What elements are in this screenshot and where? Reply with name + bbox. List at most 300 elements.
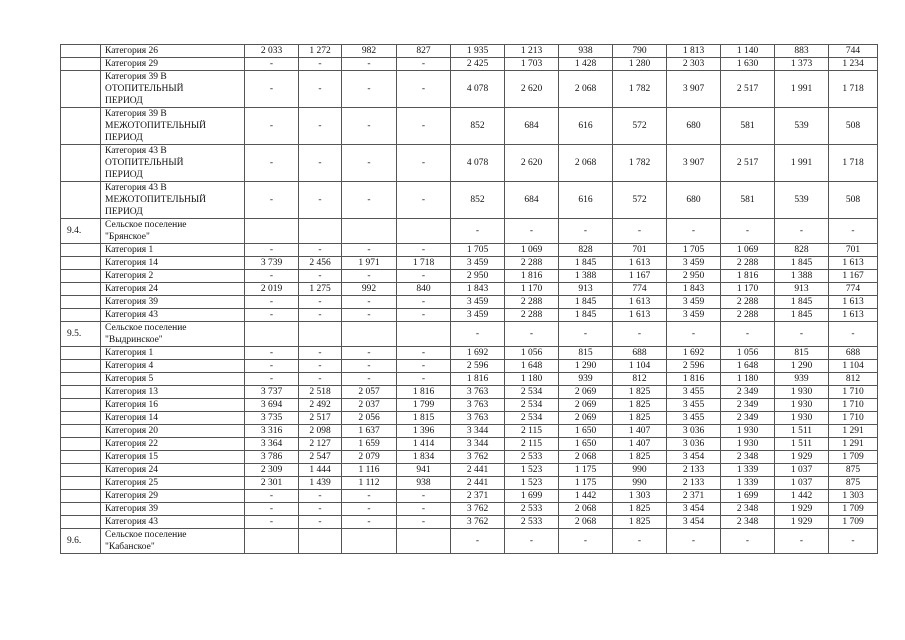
value-cell: 1 710 <box>829 399 878 412</box>
value-cell: 1 291 <box>829 438 878 451</box>
value-cell: - <box>721 219 775 244</box>
value-cell: 852 <box>451 108 505 145</box>
value-cell: 508 <box>829 108 878 145</box>
table-row <box>61 373 878 386</box>
value-cell: 701 <box>829 244 878 257</box>
value-cell: 913 <box>775 283 829 296</box>
value-cell: 2 371 <box>451 490 505 503</box>
value-cell: 1 845 <box>775 309 829 322</box>
value-cell: 572 <box>613 108 667 145</box>
tariff-table-body <box>61 45 878 554</box>
value-cell: 581 <box>721 182 775 219</box>
value-cell: 1 659 <box>342 438 397 451</box>
category-name-cell: Категория 29 <box>101 58 245 71</box>
value-cell: 2 303 <box>667 58 721 71</box>
value-cell: 2 288 <box>505 257 559 270</box>
value-cell: - <box>829 219 878 244</box>
value-cell: - <box>245 182 299 219</box>
category-name-cell: Категория 5 <box>101 373 245 386</box>
category-name-cell: Сельское поселение "Выдринское" <box>101 322 245 347</box>
value-cell: 2 620 <box>505 145 559 182</box>
value-cell: 1 648 <box>505 360 559 373</box>
value-cell: - <box>451 529 505 554</box>
category-name-cell: Категория 15 <box>101 451 245 464</box>
value-cell <box>299 529 342 554</box>
value-cell: 1 407 <box>613 425 667 438</box>
row-number-cell <box>61 451 101 464</box>
value-cell: 2 596 <box>667 360 721 373</box>
table-row <box>61 399 878 412</box>
row-number-cell <box>61 464 101 477</box>
value-cell: - <box>397 58 451 71</box>
row-number-cell <box>61 244 101 257</box>
value-cell: - <box>299 270 342 283</box>
value-cell: 1 637 <box>342 425 397 438</box>
value-cell: 852 <box>451 182 505 219</box>
value-cell: - <box>721 529 775 554</box>
table-row <box>61 296 878 309</box>
value-cell: 2 037 <box>342 399 397 412</box>
value-cell: - <box>397 360 451 373</box>
value-cell: - <box>245 516 299 529</box>
value-cell: - <box>245 296 299 309</box>
value-cell: - <box>342 270 397 283</box>
category-name-cell: Категория 20 <box>101 425 245 438</box>
value-cell: 982 <box>342 45 397 58</box>
value-cell: - <box>397 108 451 145</box>
value-cell: - <box>342 516 397 529</box>
value-cell: 1 613 <box>829 296 878 309</box>
category-name-cell: Категория 14 <box>101 257 245 270</box>
value-cell: 3 455 <box>667 399 721 412</box>
category-name-cell: Категория 43 <box>101 516 245 529</box>
value-cell: 1 825 <box>613 451 667 464</box>
value-cell: 1 613 <box>613 309 667 322</box>
value-cell: 1 991 <box>775 145 829 182</box>
value-cell: - <box>245 145 299 182</box>
value-cell: 1 782 <box>613 71 667 108</box>
value-cell: 1 104 <box>829 360 878 373</box>
value-cell <box>397 322 451 347</box>
value-cell: 2 348 <box>721 451 775 464</box>
row-number-cell <box>61 516 101 529</box>
value-cell: 3 316 <box>245 425 299 438</box>
category-name-cell: Категория 43 В ОТОПИТЕЛЬНЫЙ ПЕРИОД <box>101 145 245 182</box>
value-cell: - <box>342 71 397 108</box>
row-number-cell <box>61 373 101 386</box>
category-name-cell: Категория 1 <box>101 347 245 360</box>
table-row <box>61 347 878 360</box>
value-cell: 2 950 <box>451 270 505 283</box>
value-cell: - <box>342 490 397 503</box>
value-cell <box>245 322 299 347</box>
table-row <box>61 71 878 108</box>
value-cell: 2 456 <box>299 257 342 270</box>
row-number-cell <box>61 425 101 438</box>
value-cell: - <box>299 182 342 219</box>
value-cell: - <box>299 309 342 322</box>
category-name-cell: Категория 16 <box>101 399 245 412</box>
value-cell: 990 <box>613 464 667 477</box>
value-cell: 1 444 <box>299 464 342 477</box>
value-cell: 2 371 <box>667 490 721 503</box>
value-cell: 1 056 <box>721 347 775 360</box>
value-cell: 2 517 <box>721 145 775 182</box>
value-cell: 1 843 <box>667 283 721 296</box>
value-cell: 688 <box>829 347 878 360</box>
value-cell: 3 762 <box>451 451 505 464</box>
value-cell: 1 815 <box>397 412 451 425</box>
table-row <box>61 412 878 425</box>
value-cell: 1 816 <box>397 386 451 399</box>
value-cell: 2 425 <box>451 58 505 71</box>
table-row <box>61 283 878 296</box>
value-cell: 812 <box>829 373 878 386</box>
value-cell: - <box>451 322 505 347</box>
category-name-cell: Категория 39 В ОТОПИТЕЛЬНЫЙ ПЕРИОД <box>101 71 245 108</box>
value-cell: 1 705 <box>667 244 721 257</box>
value-cell: - <box>245 270 299 283</box>
category-name-cell: Категория 14 <box>101 412 245 425</box>
value-cell: 1 339 <box>721 464 775 477</box>
value-cell: - <box>342 58 397 71</box>
value-cell: - <box>505 219 559 244</box>
value-cell: - <box>667 322 721 347</box>
value-cell: 2 133 <box>667 477 721 490</box>
value-cell: - <box>342 309 397 322</box>
value-cell: 1 799 <box>397 399 451 412</box>
value-cell: - <box>299 108 342 145</box>
value-cell: 3 459 <box>667 309 721 322</box>
value-cell: 1 511 <box>775 438 829 451</box>
table-row <box>61 309 878 322</box>
value-cell: 1 834 <box>397 451 451 464</box>
table-row <box>61 464 878 477</box>
value-cell: 1 718 <box>397 257 451 270</box>
value-cell: 2 068 <box>559 503 613 516</box>
value-cell: 1 718 <box>829 71 878 108</box>
value-cell: - <box>299 373 342 386</box>
value-cell: 2 069 <box>559 412 613 425</box>
value-cell: 1 991 <box>775 71 829 108</box>
value-cell: - <box>559 219 613 244</box>
row-number-cell <box>61 71 101 108</box>
value-cell: - <box>397 270 451 283</box>
value-cell: 1 845 <box>559 296 613 309</box>
value-cell: 1 180 <box>505 373 559 386</box>
value-cell: 1 234 <box>829 58 878 71</box>
value-cell: 2 348 <box>721 503 775 516</box>
value-cell: - <box>245 503 299 516</box>
value-cell: 1 709 <box>829 503 878 516</box>
table-row <box>61 182 878 219</box>
value-cell: 684 <box>505 182 559 219</box>
value-cell: - <box>245 244 299 257</box>
value-cell: 2 348 <box>721 516 775 529</box>
value-cell: - <box>613 322 667 347</box>
value-cell: 1 523 <box>505 477 559 490</box>
value-cell: 2 133 <box>667 464 721 477</box>
value-cell: - <box>451 219 505 244</box>
value-cell: 2 620 <box>505 71 559 108</box>
value-cell: - <box>299 516 342 529</box>
value-cell: 2 288 <box>505 309 559 322</box>
value-cell: - <box>397 71 451 108</box>
value-cell: 1 930 <box>775 386 829 399</box>
category-name-cell: Категория 22 <box>101 438 245 451</box>
value-cell: - <box>829 529 878 554</box>
value-cell: 828 <box>775 244 829 257</box>
value-cell: - <box>775 219 829 244</box>
value-cell: 1 180 <box>721 373 775 386</box>
value-cell: 1 613 <box>829 309 878 322</box>
value-cell: - <box>245 58 299 71</box>
row-number-cell <box>61 412 101 425</box>
value-cell: 883 <box>775 45 829 58</box>
category-name-cell: Категория 39 <box>101 296 245 309</box>
value-cell: 1 280 <box>613 58 667 71</box>
table-row <box>61 516 878 529</box>
value-cell: 1 291 <box>829 425 878 438</box>
row-number-cell: 9.4. <box>61 219 101 244</box>
section-row <box>61 219 878 244</box>
value-cell: 2 534 <box>505 399 559 412</box>
value-cell: 1 069 <box>505 244 559 257</box>
tariff-table <box>60 44 878 554</box>
value-cell: 2 349 <box>721 412 775 425</box>
value-cell: 744 <box>829 45 878 58</box>
value-cell: 2 069 <box>559 386 613 399</box>
value-cell: 1 845 <box>775 296 829 309</box>
value-cell: 1 971 <box>342 257 397 270</box>
value-cell: - <box>245 373 299 386</box>
value-cell: - <box>342 244 397 257</box>
value-cell: 688 <box>613 347 667 360</box>
value-cell: 1 069 <box>721 244 775 257</box>
value-cell: 1 170 <box>721 283 775 296</box>
value-cell: 616 <box>559 182 613 219</box>
value-cell: - <box>342 347 397 360</box>
category-name-cell: Категория 26 <box>101 45 245 58</box>
value-cell: 4 078 <box>451 71 505 108</box>
table-row <box>61 145 878 182</box>
value-cell: 2 441 <box>451 464 505 477</box>
value-cell <box>342 529 397 554</box>
row-number-cell <box>61 399 101 412</box>
value-cell: 1 709 <box>829 516 878 529</box>
value-cell <box>397 529 451 554</box>
value-cell: - <box>245 108 299 145</box>
row-number-cell <box>61 503 101 516</box>
value-cell: 2 098 <box>299 425 342 438</box>
value-cell: - <box>397 516 451 529</box>
value-cell: 939 <box>559 373 613 386</box>
value-cell: 875 <box>829 477 878 490</box>
value-cell: 938 <box>559 45 613 58</box>
row-number-cell <box>61 490 101 503</box>
value-cell: 1 523 <box>505 464 559 477</box>
value-cell: 1 213 <box>505 45 559 58</box>
row-number-cell <box>61 45 101 58</box>
value-cell: 1 650 <box>559 438 613 451</box>
value-cell: - <box>245 490 299 503</box>
value-cell: 2 533 <box>505 451 559 464</box>
value-cell: 2 517 <box>299 412 342 425</box>
value-cell: - <box>245 347 299 360</box>
value-cell: - <box>397 490 451 503</box>
value-cell: 2 547 <box>299 451 342 464</box>
value-cell: 1 303 <box>829 490 878 503</box>
value-cell: 2 057 <box>342 386 397 399</box>
value-cell: 2 069 <box>559 399 613 412</box>
value-cell: 3 735 <box>245 412 299 425</box>
value-cell: 2 288 <box>721 309 775 322</box>
category-name-cell: Категория 1 <box>101 244 245 257</box>
value-cell: 4 078 <box>451 145 505 182</box>
value-cell: 3 459 <box>451 296 505 309</box>
value-cell: 2 534 <box>505 412 559 425</box>
value-cell: - <box>667 529 721 554</box>
value-cell: - <box>613 529 667 554</box>
value-cell: 1 511 <box>775 425 829 438</box>
value-cell: - <box>342 373 397 386</box>
value-cell: - <box>342 360 397 373</box>
value-cell: 1 442 <box>775 490 829 503</box>
value-cell: 2 950 <box>667 270 721 283</box>
value-cell: 1 339 <box>721 477 775 490</box>
section-row <box>61 529 878 554</box>
value-cell: 1 816 <box>505 270 559 283</box>
value-cell <box>397 219 451 244</box>
category-name-cell: Категория 43 <box>101 309 245 322</box>
value-cell: 680 <box>667 182 721 219</box>
value-cell: 3 737 <box>245 386 299 399</box>
value-cell: 1 037 <box>775 477 829 490</box>
value-cell <box>342 322 397 347</box>
value-cell: 539 <box>775 108 829 145</box>
value-cell: 3 694 <box>245 399 299 412</box>
value-cell: 2 441 <box>451 477 505 490</box>
value-cell: 939 <box>775 373 829 386</box>
value-cell: 2 492 <box>299 399 342 412</box>
row-number-cell <box>61 347 101 360</box>
value-cell: 2 288 <box>721 257 775 270</box>
value-cell: 1 613 <box>613 257 667 270</box>
value-cell: - <box>299 145 342 182</box>
value-cell: 1 407 <box>613 438 667 451</box>
value-cell: 1 112 <box>342 477 397 490</box>
value-cell: 1 843 <box>451 283 505 296</box>
value-cell: 1 175 <box>559 464 613 477</box>
value-cell: 2 517 <box>721 71 775 108</box>
value-cell: 1 630 <box>721 58 775 71</box>
value-cell: 1 845 <box>559 309 613 322</box>
value-cell: 1 825 <box>613 386 667 399</box>
value-cell: 1 170 <box>505 283 559 296</box>
value-cell: 1 929 <box>775 451 829 464</box>
category-name-cell: Сельское поселение "Брянское" <box>101 219 245 244</box>
row-number-cell <box>61 296 101 309</box>
value-cell: 539 <box>775 182 829 219</box>
value-cell: 3 459 <box>667 296 721 309</box>
value-cell: 684 <box>505 108 559 145</box>
value-cell: - <box>342 108 397 145</box>
value-cell: - <box>397 347 451 360</box>
value-cell: 1 272 <box>299 45 342 58</box>
value-cell: - <box>397 296 451 309</box>
category-name-cell: Категория 13 <box>101 386 245 399</box>
value-cell: 1 813 <box>667 45 721 58</box>
value-cell: - <box>299 244 342 257</box>
table-row <box>61 438 878 451</box>
value-cell: 1 825 <box>613 503 667 516</box>
value-cell: 701 <box>613 244 667 257</box>
value-cell: 875 <box>829 464 878 477</box>
value-cell: 1 388 <box>775 270 829 283</box>
value-cell: 1 845 <box>775 257 829 270</box>
value-cell: - <box>397 373 451 386</box>
value-cell: 2 301 <box>245 477 299 490</box>
value-cell: 1 396 <box>397 425 451 438</box>
value-cell: 1 816 <box>721 270 775 283</box>
value-cell: 2 349 <box>721 399 775 412</box>
value-cell: 2 349 <box>721 386 775 399</box>
row-number-cell <box>61 309 101 322</box>
value-cell: 2 127 <box>299 438 342 451</box>
value-cell: - <box>299 71 342 108</box>
row-number-cell <box>61 58 101 71</box>
category-name-cell: Категория 25 <box>101 477 245 490</box>
value-cell: - <box>299 503 342 516</box>
value-cell: 2 533 <box>505 516 559 529</box>
table-row <box>61 360 878 373</box>
value-cell: - <box>342 503 397 516</box>
value-cell: 3 454 <box>667 451 721 464</box>
value-cell: 2 079 <box>342 451 397 464</box>
value-cell: 1 275 <box>299 283 342 296</box>
value-cell: 1 650 <box>559 425 613 438</box>
value-cell: 1 930 <box>721 425 775 438</box>
table-row <box>61 45 878 58</box>
value-cell: 2 288 <box>505 296 559 309</box>
value-cell: 1 648 <box>721 360 775 373</box>
value-cell: - <box>299 490 342 503</box>
row-number-cell <box>61 270 101 283</box>
value-cell: 3 455 <box>667 386 721 399</box>
category-name-cell: Категория 39 <box>101 503 245 516</box>
value-cell: 2 068 <box>559 516 613 529</box>
value-cell: 2 068 <box>559 451 613 464</box>
value-cell: 1 613 <box>613 296 667 309</box>
value-cell: 2 019 <box>245 283 299 296</box>
row-number-cell: 9.5. <box>61 322 101 347</box>
value-cell: 941 <box>397 464 451 477</box>
category-name-cell: Категория 2 <box>101 270 245 283</box>
value-cell: 680 <box>667 108 721 145</box>
value-cell: 3 036 <box>667 425 721 438</box>
value-cell: - <box>397 182 451 219</box>
value-cell: 1 930 <box>775 399 829 412</box>
value-cell: 3 763 <box>451 386 505 399</box>
table-row <box>61 503 878 516</box>
value-cell: 1 703 <box>505 58 559 71</box>
value-cell: - <box>559 529 613 554</box>
value-cell: 2 068 <box>559 71 613 108</box>
value-cell: 3 364 <box>245 438 299 451</box>
value-cell: 3 459 <box>451 309 505 322</box>
value-cell: 913 <box>559 283 613 296</box>
value-cell <box>245 219 299 244</box>
